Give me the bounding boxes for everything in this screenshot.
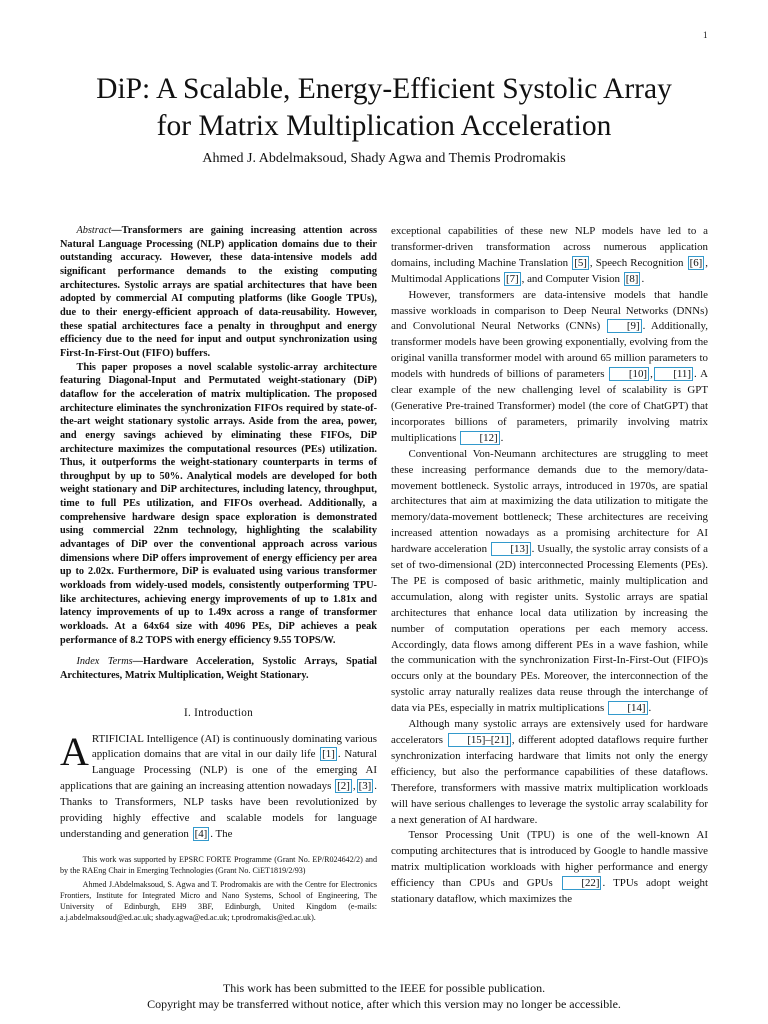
body-paragraph-2: However, transformers are data-intensive models that handle massive workloads in comparison to Deep Neural Networks (DNNs) and Convolutional Neural Networks (CNNs) [9] . Additionally, transformer models have been growing exponentially, evolving from the original vanilla transformer model with around 65 million parameters to models with hundreds of billions of parameters [10] , [11] . A clear example of the new challenging level of scalability is GPT (Generative Pre-trained Transformer) model (the core of ChatGPT) that incorporates billions of parameters, primarily involving matrix multiplications [12] . bbox=[391, 288, 708, 444]
body-text: . TPUs adopt weight stationary dataflow, which maximizes the bbox=[391, 877, 709, 906]
abstract-label: Abstract bbox=[76, 225, 112, 236]
body-text: , and Computer Vision bbox=[521, 272, 623, 285]
abstract-paragraph-1 bbox=[60, 224, 377, 361]
abstract-paragraph-2: This paper proposes a novel scalable systolic-array architecture featuring Diagonal-Input and Permutated weight-stationary (DiP) dataflow for the acceleration of matrix multiplication. The proposed architecture eliminates the synchronization FIFOs required by state-of-the-art weight stationary systolic arrays. Aside from the area, power, and energy savings achieved by eliminating these FIFOs, DiP architecture maximizes the computational resources (PEs) utilization. Thus, it outperforms the weight-stationary counterparts in terms of throughput by up to 50%. Analytical models are developed for both weight stationary and DiP architectures, including latency, throughput, time to full PEs utilization, and FIFOs overhead. Additionally, a comprehensive hardware design space exploration is demonstrated using commercial 22nm technology, highlighting the scalability advantages of DiP over the conventional approach across various dimensions where DiP offers improvement of energy efficiency per area up to 2.02x. Furthermore, DiP is evaluated using various transformer workloads from widely-used models, consistently outperforming TPU-like architectures, achieving energy improvements of up to 1.81x and latency improvements of up to 1.49x across a range of transformer workloads. At a 64x64 size with 4096 PEs, DiP achieves a peak performance of 8.2 TOPS with energy efficiency 9.55 TOPS/W. bbox=[60, 361, 377, 646]
body-text: Although many systolic arrays are extensively used for hardware accelerators bbox=[391, 718, 708, 746]
drop-cap: A bbox=[60, 728, 89, 774]
submission-notice-line-2: Copyright may be transferred without notice, after which this version may no longer be accessible. bbox=[147, 996, 621, 1011]
body-text: . Usually, the systolic array consists of a set of two-dimensional (2D) interconnected Processing Elements (PEs). The PE is composed of basic arithmetic, mainly multiplication and accumulation, along with register units. Systolic arrays are spatial architectures that enhance local data utilization by increasing the number of computation operations per each memory access. Accordingly, data flows among different PEs in a wave fashion, while the communication with the synchronization First-In-First-Out (FIFO)s occurs only at the boundary PEs. Moreover, the interconnection of the systolic array naturally realizes data reuse through the interchange of data via PEs, especially in matrix multiplications bbox=[391, 543, 708, 715]
citation-link[interactable]: [6] bbox=[689, 256, 703, 269]
intro-text-d: . The bbox=[210, 828, 233, 840]
submission-notice-line-1: This work has been submitted to the IEEE for possible publication. bbox=[222, 981, 546, 995]
citation-link[interactable]: [4] bbox=[194, 828, 208, 840]
footnote-affiliation: Ahmed J.Abdelmaksoud, S. Agwa and T. Prodromakis are with the Centre for Electronics Frontiers, Institute for Integrated Micro and Nano Systems, School of Engineering, The University of Edinburgh, EH9 3BF, Edinburgh, United Kingdom (e-mails: a.j.abdelmaksoud@ed.ac.uk; shady.agwa@ed.ac.uk; t.prodromakis@ed.ac.uk). bbox=[60, 879, 377, 923]
citation-link[interactable]: [9] bbox=[607, 319, 641, 333]
body-paragraph-3 bbox=[391, 447, 708, 717]
paper-title bbox=[0, 71, 768, 145]
index-terms bbox=[60, 655, 377, 682]
citation-link[interactable]: [12] bbox=[460, 431, 500, 445]
citation-link[interactable]: [15]–[21] bbox=[448, 733, 511, 747]
footnote-funding: This work was supported by EPSRC FORTE Programme (Grant No. EP/R024642/2) and by the RAEng Chair in Emerging Technologies (Grant No. CiET1819/2/93) bbox=[60, 854, 377, 876]
body-paragraph-5 bbox=[391, 828, 708, 908]
intro-paragraph-1: ARTIFICIAL Intelligence (AI) is continuously dominating various application domains that are vital in our daily life [1] . Natural Language Processing (NLP) is one of the emerging AI applications that are gaining an increasing attention nowadays [2] , [3] . Thanks to Transformers, NLP tasks have been revolutionized by providing highly effective and scalable models for language understanding and generation [4] . The bbox=[60, 728, 377, 840]
body-text: , different adopted dataflows require further synchronization interfacing hardware that limits not only the energy efficiency, but also the performance capabilities of these dataflows. Therefore, transformers with massive matrix multiplication workloads will have serious challenges to leverage the systolic array scalability for a next generation of AI hardware. bbox=[391, 734, 708, 826]
citation-link[interactable]: [1] bbox=[322, 748, 335, 761]
body-paragraph-4 bbox=[391, 717, 708, 828]
abstract bbox=[60, 224, 377, 683]
body-text: . bbox=[648, 702, 652, 715]
body-text: . bbox=[500, 431, 504, 444]
title-line-2: for Matrix Multiplication Acceleration bbox=[156, 110, 612, 142]
body-text: . bbox=[641, 272, 645, 285]
section-heading-introduction: I. Introduction bbox=[183, 706, 254, 719]
abstract-text-1: —Transformers are gaining increasing attention across Natural Language Processing (NLP) application domains due to their outstanding accuracy. However, these data-intensive models add significant performance demands to the existing computing architectures. Systolic arrays are spatial architectures that have been adopted by commercial AI computing platforms (like Google TPUs), due to their energy-efficient approach of data-reusability. However, these spatial architectures face a penalty in throughput and energy efficiency due to the need for input and output synchronization using First-In-First-Out (FIFO) buffers. bbox=[60, 225, 377, 359]
body-text: However, transformers are data-intensive models that handle massive workloads in comparison to Deep Neural Networks (DNNs) and Convolutional Neural Networks (CNNs) bbox=[391, 288, 708, 333]
index-terms-label: Index Terms bbox=[76, 656, 133, 668]
page-number: 1 bbox=[703, 30, 708, 40]
body-text: . Additionally, transformer models have been growing exponentially, evolving from the original vanilla transformer model with around 65 million parameters to models with hundreds of billions of parameters bbox=[391, 320, 708, 381]
citation-link[interactable]: [5] bbox=[574, 256, 587, 269]
citation-link[interactable]: [14] bbox=[608, 701, 648, 715]
submission-notice bbox=[0, 981, 768, 1012]
title-line-1: DiP: A Scalable, Energy-Efficient Systolic Array bbox=[96, 73, 672, 105]
right-column bbox=[391, 224, 708, 908]
left-column bbox=[60, 224, 377, 926]
body-text: Tensor Processing Unit (TPU) is one of the well-known AI computing architectures that is introduced by Google to handle massive matrix multiplication workloads with higher performance and energy efficiency than CPUs and GPUs bbox=[391, 829, 708, 890]
body-paragraph-1 bbox=[391, 224, 708, 288]
citation-link[interactable]: [3] bbox=[358, 780, 372, 793]
body-text: Conventional Von-Neumann architectures are struggling to meet these increasing performance demands due to the memory/data-movement bottleneck. Systolic arrays, introduced in 1970s, are spatial architectures that aim at maximizing the data utilization to mitigate the memory/data-movement bottleneck; These architectures are receiving increased attention nowadays as a promising architecture for AI hardware acceleration bbox=[391, 447, 708, 556]
citation-link[interactable]: [22] bbox=[562, 876, 602, 890]
citation-link[interactable]: [7] bbox=[505, 272, 519, 285]
index-terms-text: —Hardware Acceleration, Systolic Arrays, Spatial Architectures, Matrix Multiplication, Weight Stationary. bbox=[60, 656, 377, 681]
body-text: , Multimodal Applications bbox=[391, 256, 709, 285]
body-text: , Speech Recognition bbox=[589, 256, 687, 269]
footnotes bbox=[60, 854, 377, 924]
intro-text-b: . Natural Language Processing (NLP) is one of the emerging AI applications that are gaining an increasing attention nowadays bbox=[60, 748, 377, 793]
citation-link[interactable]: [8] bbox=[625, 272, 639, 285]
body-text: exceptional capabilities of these new NLP models have led to a transformer-driven transformation across numerous application domains, including Machine Translation bbox=[391, 225, 708, 269]
intro-text-a: RTIFICIAL Intelligence (AI) is continuously dominating various application domains that are vital in our daily life bbox=[91, 732, 377, 761]
citation-link[interactable]: [11] bbox=[654, 367, 693, 381]
citation-link[interactable]: [13] bbox=[491, 542, 531, 556]
body-text: . A clear example of the new challenging level of scalability is GPT (Generative Pre-trained Transformer) model (the core of ChatGPT) that incorporates billions of parameters, primarily involving matrix multiplications bbox=[391, 368, 708, 444]
author-list: Ahmed J. Abdelmaksoud, Shady Agwa and Themis Prodromakis bbox=[202, 151, 566, 166]
intro-text-c: . Thanks to Transformers, NLP tasks have been revolutionized by providing highly effective and scalable models for language understanding and generation bbox=[60, 780, 377, 840]
citation-link[interactable]: [10] bbox=[609, 367, 649, 381]
citation-link[interactable]: [2] bbox=[337, 780, 350, 793]
